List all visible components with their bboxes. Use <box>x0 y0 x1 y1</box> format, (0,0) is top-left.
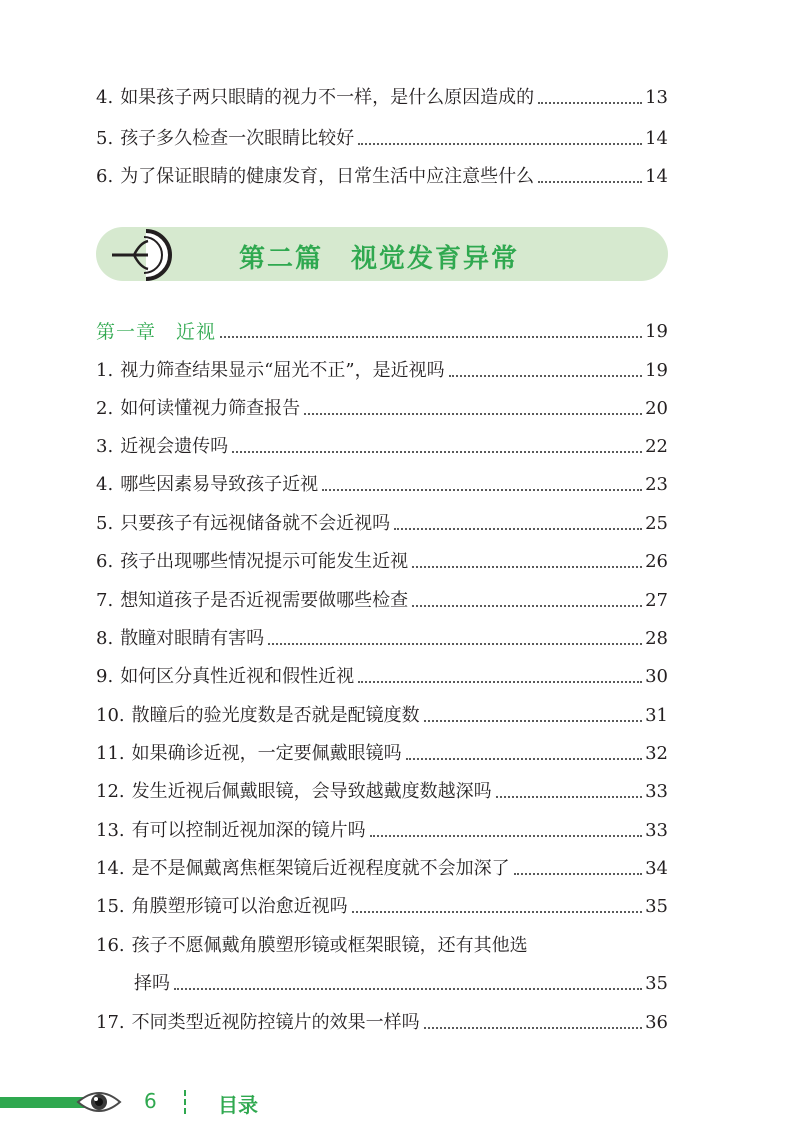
entry-number: 4. <box>96 474 114 495</box>
entry-page: 33 <box>645 781 668 802</box>
dot-leader <box>220 336 642 338</box>
entry-title: 哪些因素易导致孩子近视 <box>120 474 319 495</box>
entry-title: 为了保证眼睛的健康发育，日常生活中应注意些什么 <box>120 166 535 187</box>
entry-title: 近视会遗传吗 <box>120 436 229 457</box>
eye-icon <box>108 229 200 281</box>
entry-page: 34 <box>645 858 668 879</box>
entry-page: 26 <box>645 551 668 572</box>
entry-number: 13. <box>96 820 125 841</box>
entry-title: 有可以控制近视加深的镜片吗 <box>131 820 366 841</box>
entry-page: 22 <box>645 436 668 457</box>
dot-leader <box>412 566 642 568</box>
entry-page: 30 <box>645 666 668 687</box>
entry-number: 15. <box>96 896 125 917</box>
entry-page: 13 <box>645 87 668 108</box>
entry-title: 如何区分真性近视和假性近视 <box>120 666 355 687</box>
entry-number: 5. <box>96 128 114 149</box>
dot-leader <box>496 796 642 798</box>
toc-chapter[interactable] <box>96 313 668 343</box>
entry-page: 25 <box>645 513 668 534</box>
entry-title: 角膜塑形镜可以治愈近视吗 <box>131 896 348 917</box>
toc-entry-line1[interactable] <box>96 927 528 957</box>
dot-leader <box>424 1027 642 1029</box>
toc-entry[interactable] <box>96 697 668 727</box>
entry-number: 9. <box>96 666 114 687</box>
dot-leader <box>322 489 642 491</box>
entry-title: 想知道孩子是否近视需要做哪些检查 <box>120 590 409 611</box>
eye-icon <box>76 1088 122 1116</box>
entry-page: 19 <box>645 321 668 342</box>
toc-entry[interactable] <box>134 965 668 995</box>
entry-page: 35 <box>645 896 668 917</box>
toc-entry[interactable] <box>96 850 668 880</box>
toc-entry[interactable] <box>96 79 668 109</box>
section-label: 目录 <box>218 1093 258 1117</box>
dot-leader <box>174 988 642 990</box>
toc-entry[interactable] <box>96 620 668 650</box>
dot-leader <box>352 911 642 913</box>
entry-number: 8. <box>96 628 114 649</box>
toc-entry[interactable] <box>96 428 668 458</box>
page-number: 6 <box>144 1089 157 1113</box>
entry-number: 1. <box>96 360 114 381</box>
entry-title: 孩子出现哪些情况提示可能发生近视 <box>120 551 409 572</box>
part-label: 第二篇 <box>239 244 324 274</box>
entry-title: 只要孩子有远视储备就不会近视吗 <box>120 513 391 534</box>
toc-entry[interactable] <box>96 582 668 612</box>
dot-leader <box>232 451 642 453</box>
entry-number: 11. <box>96 743 125 764</box>
entry-page: 32 <box>645 743 668 764</box>
entry-title-continued: 择吗 <box>134 973 170 994</box>
entry-title: 散瞳后的验光度数是否就是配镜度数 <box>131 705 420 726</box>
entry-number: 2. <box>96 398 114 419</box>
toc-entry[interactable] <box>96 352 668 382</box>
entry-title: 孩子不愿佩戴角膜塑形镜或框架眼镜，还有其他选 <box>131 935 528 956</box>
part-title <box>239 238 519 274</box>
dot-leader <box>370 835 642 837</box>
entry-page: 27 <box>645 590 668 611</box>
entry-number: 7. <box>96 590 114 611</box>
entry-number: 5. <box>96 513 114 534</box>
chapter-name: 近视 <box>176 321 217 343</box>
dot-leader <box>406 758 642 760</box>
toc-entry[interactable] <box>96 158 668 188</box>
entry-number: 6. <box>96 551 114 572</box>
entry-page: 35 <box>645 973 668 994</box>
entry-page: 31 <box>645 705 668 726</box>
toc-entry[interactable] <box>96 735 668 765</box>
dot-leader <box>538 102 642 104</box>
entry-number: 10. <box>96 705 125 726</box>
toc-entry[interactable] <box>96 773 668 803</box>
dot-leader <box>268 643 642 645</box>
entry-page: 36 <box>645 1012 668 1033</box>
entry-number: 16. <box>96 935 125 956</box>
footer-bar <box>0 1097 86 1108</box>
dot-leader <box>514 873 642 875</box>
dot-leader <box>358 143 642 145</box>
entry-title: 散瞳对眼睛有害吗 <box>120 628 265 649</box>
dot-leader <box>358 681 642 683</box>
toc-entry[interactable] <box>96 390 668 420</box>
toc-entry[interactable] <box>96 1004 668 1034</box>
dot-leader <box>304 413 642 415</box>
entry-title: 是不是佩戴离焦框架镜后近视程度就不会加深了 <box>131 858 510 879</box>
entry-page: 28 <box>645 628 668 649</box>
chapter-label: 第一章 <box>96 321 157 343</box>
toc-entry[interactable] <box>96 120 668 150</box>
toc-entry[interactable] <box>96 466 668 496</box>
entry-title: 孩子多久检查一次眼睛比较好 <box>120 128 355 149</box>
entry-number: 17. <box>96 1012 125 1033</box>
entry-title: 如何读懂视力筛查报告 <box>120 398 301 419</box>
entry-page: 20 <box>645 398 668 419</box>
part-name: 视觉发育异常 <box>351 244 520 274</box>
entry-page: 14 <box>645 166 668 187</box>
dot-leader <box>412 605 642 607</box>
toc-entry[interactable] <box>96 658 668 688</box>
dot-leader <box>394 528 642 530</box>
entry-title: 如果孩子两只眼睛的视力不一样，是什么原因造成的 <box>120 87 535 108</box>
chapter-title <box>96 321 216 343</box>
entry-number: 6. <box>96 166 114 187</box>
entry-title: 发生近视后佩戴眼镜，会导致越戴度数越深吗 <box>131 781 492 802</box>
entry-title: 不同类型近视防控镜片的效果一样吗 <box>131 1012 420 1033</box>
dot-leader <box>424 720 642 722</box>
footer-divider <box>184 1090 186 1114</box>
entry-number: 12. <box>96 781 125 802</box>
entry-number: 4. <box>96 87 114 108</box>
entry-page: 23 <box>645 474 668 495</box>
entry-page: 33 <box>645 820 668 841</box>
entry-number: 14. <box>96 858 125 879</box>
dot-leader <box>449 375 643 377</box>
entry-number: 3. <box>96 436 114 457</box>
entry-title: 如果确诊近视，一定要佩戴眼镜吗 <box>131 743 402 764</box>
toc-entry[interactable] <box>96 505 668 535</box>
entry-title: 视力筛查结果显示“屈光不正”，是近视吗 <box>120 360 445 381</box>
dot-leader <box>538 181 642 183</box>
toc-entry[interactable] <box>96 543 668 573</box>
toc-entry[interactable] <box>96 812 668 842</box>
entry-page: 19 <box>645 360 668 381</box>
toc-entry[interactable] <box>96 888 668 918</box>
entry-page: 14 <box>645 128 668 149</box>
